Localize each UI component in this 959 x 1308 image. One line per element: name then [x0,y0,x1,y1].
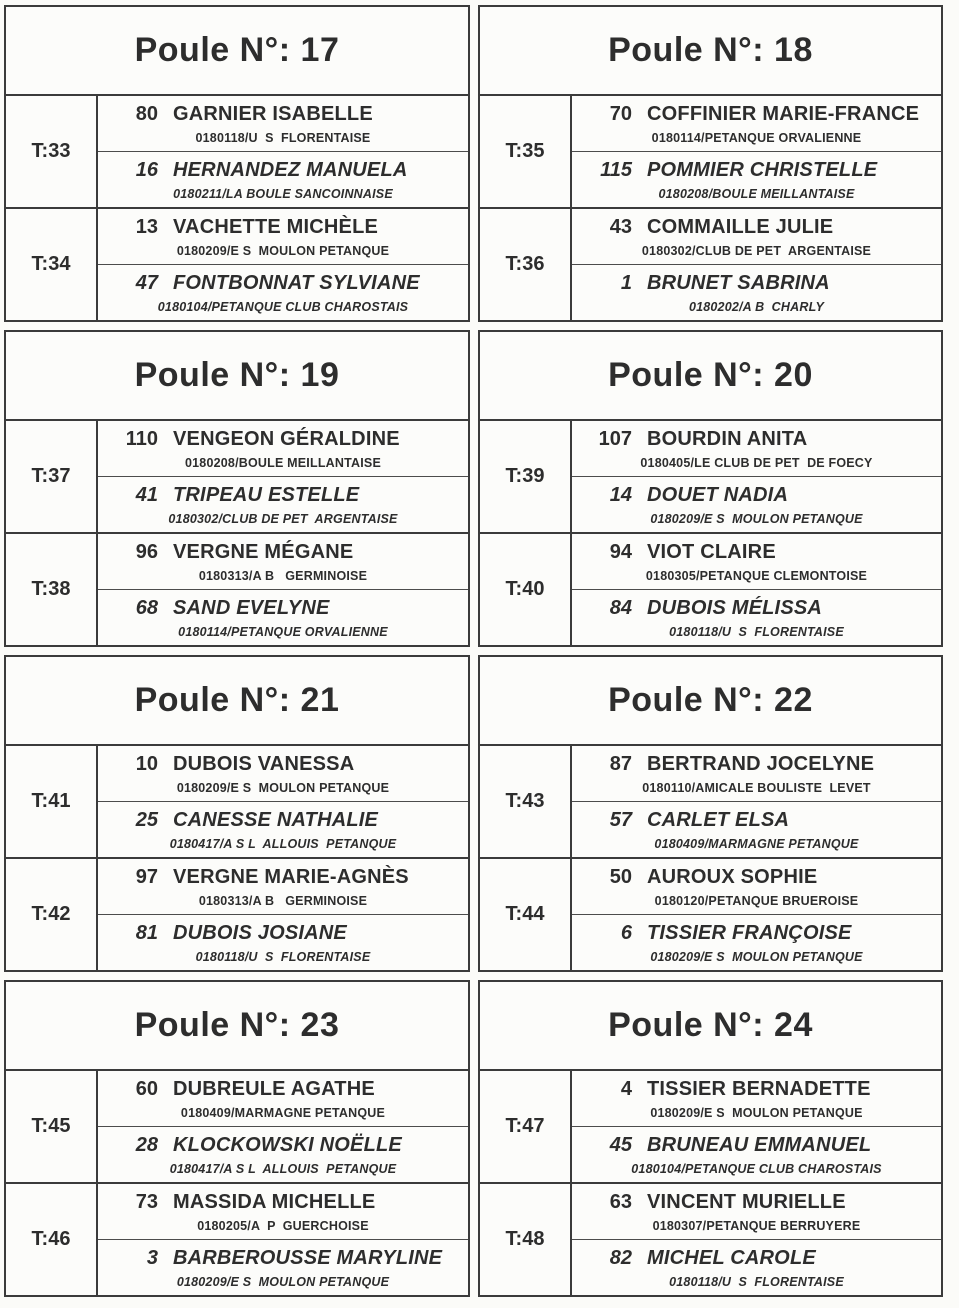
player-number: 50 [609,866,632,888]
team-label: T:46 [6,1184,98,1295]
pool-title: Poule N°: 24 [480,982,941,1071]
player-number: 96 [135,541,158,563]
teams [6,746,468,970]
player-row [572,96,941,151]
player-number: 4 [620,1078,632,1100]
player-number: 87 [609,753,632,775]
players [98,96,468,207]
player-row [572,589,941,645]
team-row [480,857,941,970]
players [572,209,941,320]
player-number: 107 [598,428,632,450]
team-row [6,421,468,532]
players [572,746,941,857]
player-name: DUBOIS JOSIANE [173,922,347,944]
players [98,534,468,645]
player-name: MASSIDA MICHELLE [173,1191,376,1213]
player-club: 0180205/A P GUERCHOISE [197,1219,369,1233]
players [98,1184,468,1295]
teams [480,1071,941,1295]
player-club: 0180313/A B GERMINOISE [198,894,368,908]
player-name: VINCENT MURIELLE [647,1191,846,1213]
player-name: DOUET NADIA [647,484,789,506]
team-label: T:44 [480,859,572,970]
player-row [98,1184,468,1239]
player-number: 45 [609,1134,632,1156]
pool-block-22 [478,655,943,972]
pool-block-21 [4,655,470,972]
team-row [480,96,941,207]
player-row [572,1071,941,1126]
player-row [98,151,468,207]
player-name: DUBREULE AGATHE [173,1078,375,1100]
player-row [98,914,468,970]
team-row [480,1182,941,1295]
player-club: 0180211/LA BOULE SANCOINNAISE [173,187,393,201]
player-club: 0180209/E S MOULON PETANQUE [176,244,390,258]
player-name: BRUNET SABRINA [647,272,830,294]
teams [480,96,941,320]
player-club: 0180417/A S L ALLOUIS PETANQUE [169,837,397,851]
player-name: AUROUX SOPHIE [647,866,818,888]
player-number: 63 [609,1191,632,1213]
player-club: 0180118/U S FLORENTAISE [669,625,844,639]
player-row [98,801,468,857]
player-row [572,151,941,207]
player-name: DUBOIS MÉLISSA [647,597,823,619]
player-number: 70 [609,103,632,125]
player-number: 43 [609,216,632,238]
teams [480,746,941,970]
player-number: 115 [600,159,632,181]
player-name: HERNANDEZ MANUELA [173,159,408,181]
pool-title: Poule N°: 21 [6,657,468,746]
player-name: KLOCKOWSKI NOËLLE [173,1134,402,1156]
players [98,859,468,970]
player-row [98,209,468,264]
player-row [572,1239,941,1295]
player-number: 110 [125,428,158,450]
team-row [480,421,941,532]
player-row [572,534,941,589]
player-club: 0180120/PETANQUE BRUEROISE [654,894,859,908]
team-label: T:35 [480,96,572,207]
pool-title: Poule N°: 19 [6,332,468,421]
player-club: 0180302/CLUB DE PET ARGENTAISE [641,244,872,258]
player-row [98,589,468,645]
player-number: 41 [135,484,158,506]
player-name: COFFINIER MARIE-FRANCE [647,103,920,125]
team-label: T:43 [480,746,572,857]
team-row [480,746,941,857]
player-name: BRUNEAU EMMANUEL [647,1134,872,1156]
player-row [572,1126,941,1182]
player-club: 0180208/BOULE MEILLANTAISE [185,456,381,470]
pool-title: Poule N°: 20 [480,332,941,421]
player-club: 0180405/LE CLUB DE PET DE FOECY [640,456,873,470]
player-name: CANESSE NATHALIE [173,809,379,831]
pool-title: Poule N°: 17 [6,7,468,96]
player-number: 68 [135,597,158,619]
player-row [98,746,468,801]
players [572,1071,941,1182]
player-club: 0180209/E S MOULON PETANQUE [650,1106,863,1120]
player-number: 73 [135,1191,158,1213]
player-number: 81 [135,922,158,944]
player-club: 0180209/E S MOULON PETANQUE [650,512,863,526]
player-row [98,476,468,532]
team-label: T:38 [6,534,98,645]
pool-block-18 [478,5,943,322]
player-number: 47 [135,272,158,294]
players [572,421,941,532]
player-row [98,1126,468,1182]
player-number: 80 [135,103,158,125]
player-name: VACHETTE MICHÈLE [173,216,379,238]
pool-title: Poule N°: 23 [6,982,468,1071]
player-club: 0180110/AMICALE BOULISTE LEVET [642,781,871,795]
player-number: 1 [620,272,632,294]
player-number: 13 [135,216,158,238]
players [572,534,941,645]
players [98,746,468,857]
player-name: VIOT CLAIRE [647,541,776,563]
team-row [6,1182,468,1295]
player-row [98,1239,468,1295]
player-name: BOURDIN ANITA [647,428,808,450]
player-name: SAND EVELYNE [173,597,330,619]
player-club: 0180307/PETANQUE BERRUYERE [652,1219,861,1233]
player-club: 0180313/A B GERMINOISE [198,569,368,583]
player-row [572,859,941,914]
team-label: T:42 [6,859,98,970]
player-name: CARLET ELSA [647,809,790,831]
team-row [6,207,468,320]
team-label: T:41 [6,746,98,857]
player-club: 0180118/U S FLORENTAISE [669,1275,844,1289]
player-club: 0180118/U S FLORENTAISE [195,131,371,145]
player-row [98,421,468,476]
pool-block-24 [478,980,943,1297]
players [98,209,468,320]
player-name: FONTBONNAT SYLVIANE [173,272,420,294]
team-label: T:40 [480,534,572,645]
player-club: 0180409/MARMAGNE PETANQUE [180,1106,386,1120]
player-club: 0180305/PETANQUE CLEMONTOISE [645,569,868,583]
team-row [480,207,941,320]
player-name: COMMAILLE JULIE [647,216,834,238]
teams [6,421,468,645]
player-club: 0180202/A B CHARLY [688,300,825,314]
players [98,421,468,532]
player-row [98,859,468,914]
pools-grid [4,5,943,1297]
player-row [98,264,468,320]
team-label: T:39 [480,421,572,532]
player-number: 10 [135,753,158,775]
player-name: TRIPEAU ESTELLE [173,484,360,506]
player-number: 57 [609,809,632,831]
player-name: TISSIER BERNADETTE [647,1078,871,1100]
player-number: 60 [135,1078,158,1100]
player-club: 0180114/PETANQUE ORVALIENNE [651,131,862,145]
player-row [572,1184,941,1239]
players [98,1071,468,1182]
player-row [98,96,468,151]
player-row [572,264,941,320]
team-row [480,1071,941,1182]
teams [6,1071,468,1295]
teams [480,421,941,645]
player-row [572,421,941,476]
team-row [6,532,468,645]
player-name: MICHEL CAROLE [647,1247,816,1269]
player-name: GARNIER ISABELLE [173,103,373,125]
pool-block-23 [4,980,470,1297]
team-row [6,857,468,970]
pool-block-20 [478,330,943,647]
player-club: 0180104/PETANQUE CLUB CHAROSTAIS [631,1162,882,1176]
player-row [572,476,941,532]
team-label: T:47 [480,1071,572,1182]
team-label: T:34 [6,209,98,320]
player-club: 0180208/BOULE MEILLANTAISE [658,187,855,201]
player-name: VERGNE MARIE-AGNÈS [173,866,409,888]
player-number: 94 [609,541,632,563]
team-row [6,96,468,207]
player-name: BERTRAND JOCELYNE [647,753,875,775]
team-row [480,532,941,645]
player-row [572,209,941,264]
pool-title: Poule N°: 22 [480,657,941,746]
player-number: 82 [609,1247,632,1269]
team-row [6,1071,468,1182]
player-club: 0180104/PETANQUE CLUB CHAROSTAIS [157,300,409,314]
pool-block-17 [4,5,470,322]
player-number: 84 [609,597,632,619]
players [572,96,941,207]
player-number: 16 [135,159,158,181]
team-label: T:48 [480,1184,572,1295]
player-number: 3 [146,1247,158,1269]
player-club: 0180209/E S MOULON PETANQUE [176,1275,390,1289]
player-number: 25 [135,809,158,831]
player-number: 14 [609,484,632,506]
player-name: POMMIER CHRISTELLE [647,159,878,181]
player-name: TISSIER FRANÇOISE [647,922,852,944]
player-row [572,801,941,857]
team-label: T:36 [480,209,572,320]
team-label: T:37 [6,421,98,532]
players [572,1184,941,1295]
players [572,859,941,970]
player-club: 0180209/E S MOULON PETANQUE [176,781,390,795]
team-label: T:45 [6,1071,98,1182]
player-name: VENGEON GÉRALDINE [173,428,400,450]
player-club: 0180114/PETANQUE ORVALIENNE [178,625,388,639]
player-club: 0180417/A S L ALLOUIS PETANQUE [169,1162,397,1176]
player-number: 97 [135,866,158,888]
pool-block-19 [4,330,470,647]
team-row [6,746,468,857]
player-row [98,534,468,589]
player-name: BARBEROUSSE MARYLINE [173,1247,443,1269]
player-row [572,746,941,801]
player-club: 0180302/CLUB DE PET ARGENTAISE [168,512,398,526]
player-row [572,914,941,970]
pool-title: Poule N°: 18 [480,7,941,96]
teams [6,96,468,320]
player-name: VERGNE MÉGANE [173,541,354,563]
team-label: T:33 [6,96,98,207]
player-club: 0180209/E S MOULON PETANQUE [650,950,863,964]
player-row [98,1071,468,1126]
player-club: 0180409/MARMAGNE PETANQUE [654,837,859,851]
player-number: 28 [135,1134,158,1156]
player-number: 6 [620,922,632,944]
player-club: 0180118/U S FLORENTAISE [195,950,371,964]
player-name: DUBOIS VANESSA [173,753,355,775]
